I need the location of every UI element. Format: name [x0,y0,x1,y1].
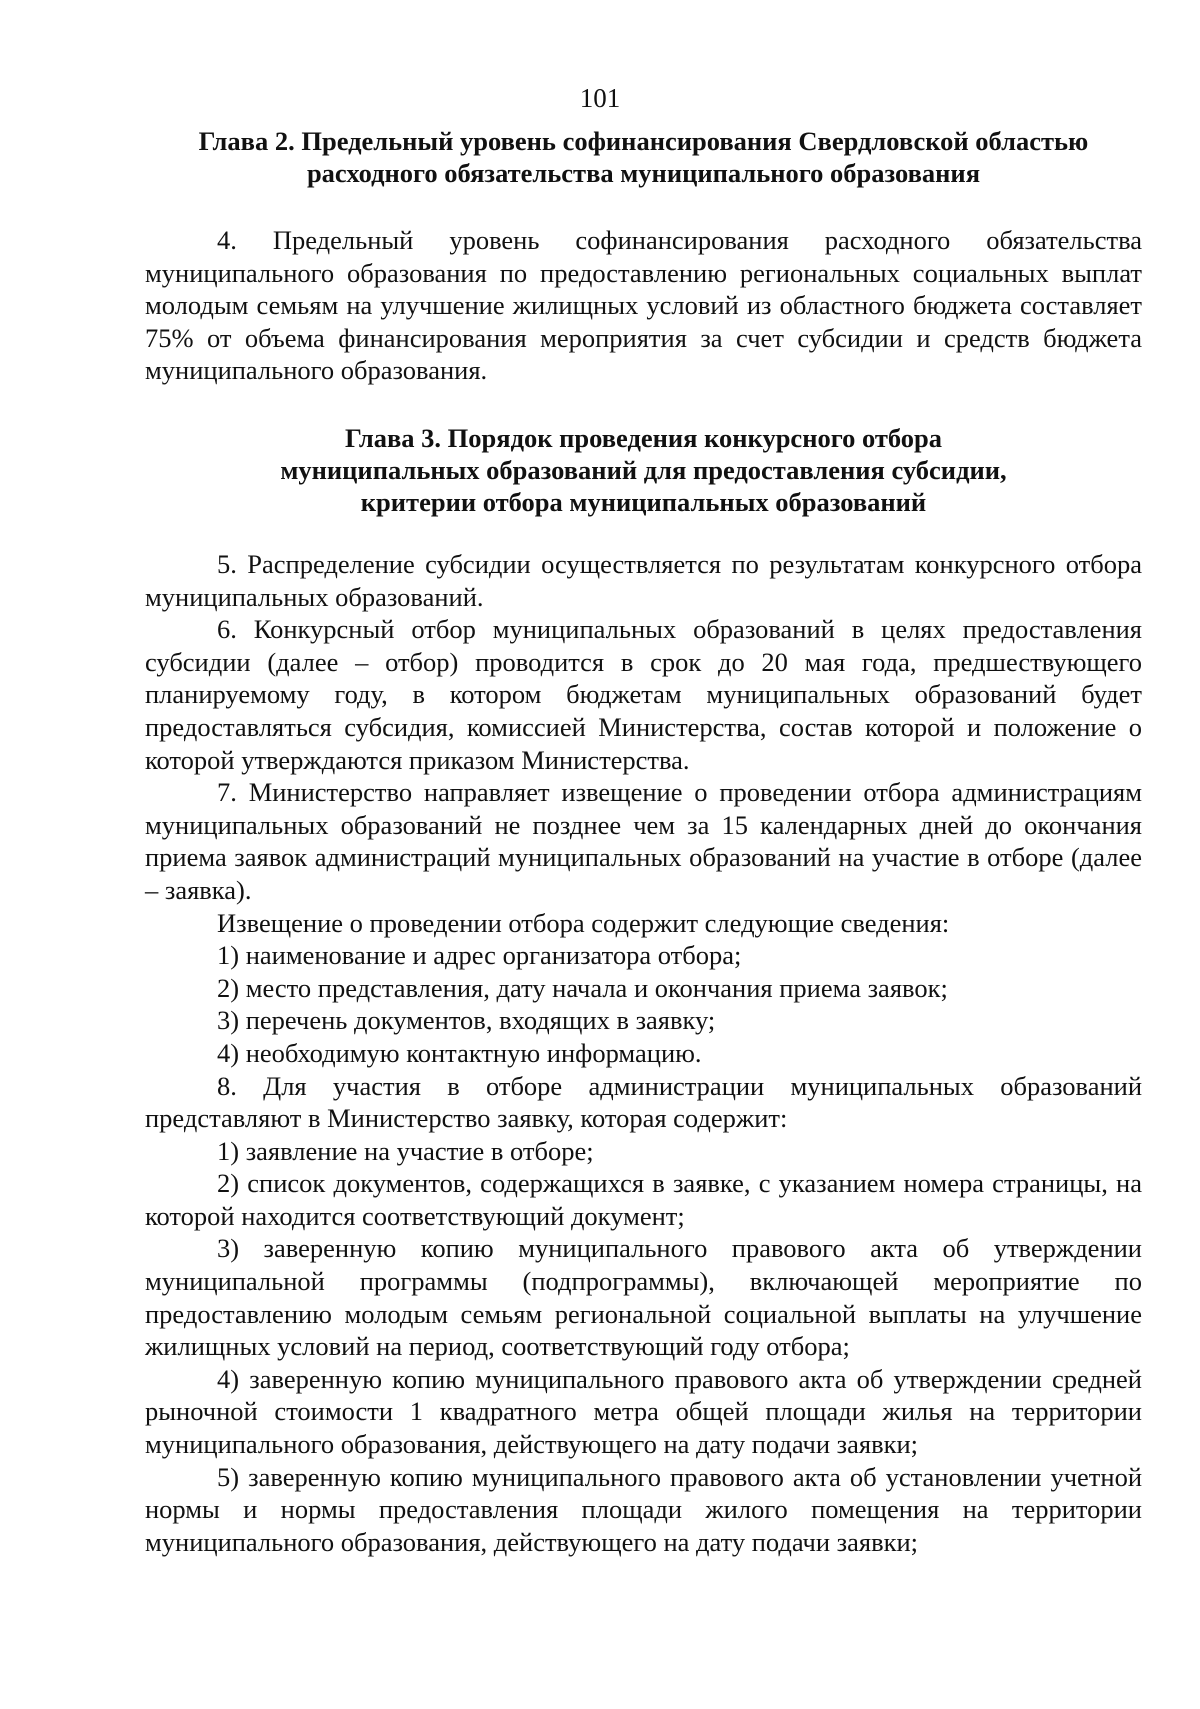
application-item-2: 2) список документов, содержащихся в заявке, с указанием номера страницы, на которой находится соответствующий документ; [145,1168,1142,1231]
notice-item-4: 4) необходимую контактную информацию. [217,1037,702,1068]
notice-item-3: 3) перечень документов, входящих в заявку; [217,1005,716,1036]
application-item-3: 3) заверенную копию муниципального правового акта об утверждении муниципальной программы (подпрограммы), включающей мероприятие по предоставлению молодым семьям региональной социальной выплаты на улучшение жилищных условий на период, соответствующий году отбора; [145,1233,1142,1362]
chapter-3-heading-line: муниципальных образований для предоставления субсидии, [280,455,1007,485]
chapter-2-heading-line: Глава 2. Предельный уровень софинансирования Свердловской областью [198,126,1089,156]
chapter-2-heading [145,125,1142,189]
application-item-1: 1) заявление на участие в отборе; [217,1135,594,1166]
application-item-4: 4) заверенную копию муниципального правового акта об утверждении средней рыночной стоимости 1 квадратного метра общей площади жилья на территории муниципального образования, действующего на дату подачи заявки; [145,1363,1142,1460]
notice-item-2: 2) место представления, дату начала и окончания приема заявок; [217,972,948,1003]
chapter-2-body [145,224,1142,387]
chapter-3-body [145,548,1142,1558]
notice-item-1: 1) наименование и адрес организатора отбора; [217,940,742,971]
paragraph-8: 8. Для участия в отборе администрации муниципальных образований представляют в Министерство заявку, которая содержит: [145,1070,1142,1134]
chapter-3-heading-line: критерии отбора муниципальных образований [360,487,927,517]
notice-intro: Извещение о проведении отбора содержит следующие сведения: [217,907,950,938]
chapter-3-heading-line: Глава 3. Порядок проведения конкурсного отбора [344,423,943,453]
chapter-3-heading [145,422,1142,518]
paragraph-6: 6. Конкурсный отбор муниципальных образований в целях предоставления субсидии (далее – отбор) проводится в срок до 20 мая года, предшествующего планируемому году, в котором бюджетам муниципальных образований будет предоставляться субсидия, комиссией Министерства, состав которой и положение о которой утверждаются приказом Министерства. [145,614,1142,775]
paragraph-4: 4. Предельный уровень софинансирования расходного обязательства муниципального образования по предоставлению региональных социальных выплат молодым семьям на улучшение жилищных условий из областного бюджета составляет 75% от объема финансирования мероприятия за счет субсидии и средств бюджета муниципального образования. [145,225,1142,386]
chapter-2-heading-line: расходного обязательства муниципального образования [306,158,981,188]
page-number: 101 [579,83,621,113]
application-item-5: 5) заверенную копию муниципального правового акта об установлении учетной нормы и нормы предоставления площади жилого помещения на территории муниципального образования, действующего на дату подачи заявки; [145,1461,1142,1557]
paragraph-7: 7. Министерство направляет извещение о проведении отбора администрациям муниципальных образований не позднее чем за 15 календарных дней до окончания приема заявок администраций муниципальных образований на участие в отборе (далее – заявка). [145,777,1142,905]
paragraph-5: 5. Распределение субсидии осуществляется по результатам конкурсного отбора муниципальных образований. [145,549,1142,612]
